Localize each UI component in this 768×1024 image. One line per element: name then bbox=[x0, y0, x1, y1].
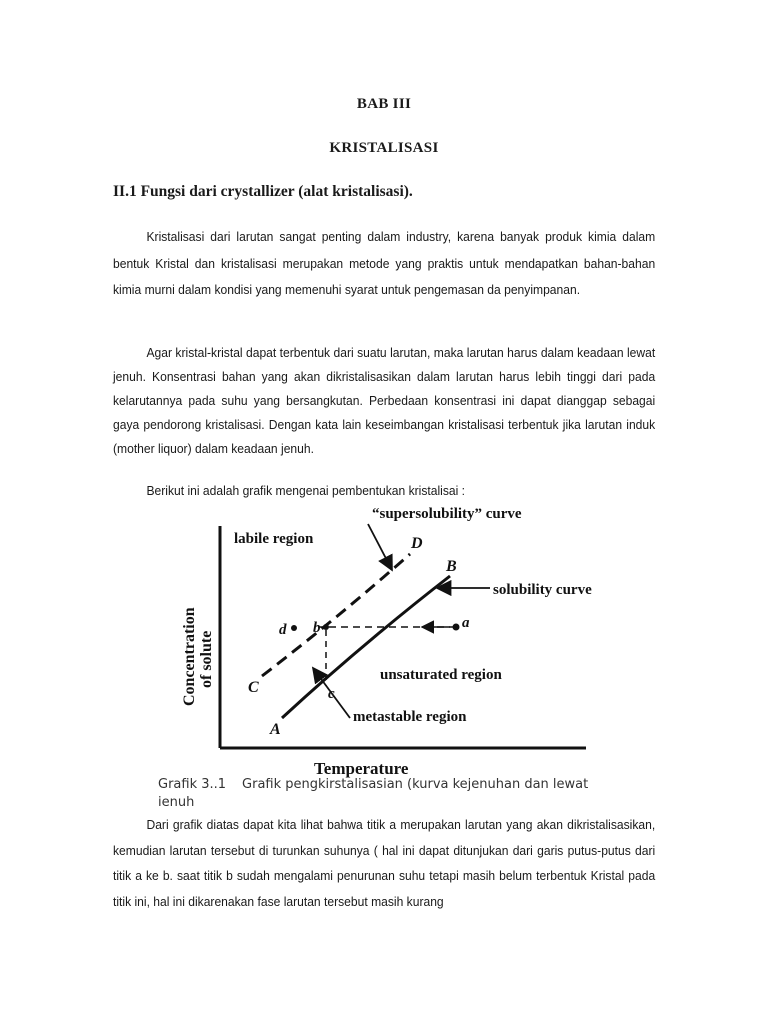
supersolubility-label: “supersolubility” curve bbox=[372, 506, 522, 522]
point-label-a: a bbox=[462, 615, 470, 631]
solubility-curve bbox=[282, 576, 450, 718]
supersolubility-curve bbox=[262, 554, 410, 676]
caption-text: Grafik pengkirstalisasian (kurva kejenuhan dan lewat ienuh bbox=[158, 777, 589, 810]
metastable-label: metastable region bbox=[353, 709, 467, 725]
solubility-label: solubility curve bbox=[493, 582, 592, 598]
point-label-d: d bbox=[279, 622, 287, 638]
point-label-A: A bbox=[270, 721, 281, 738]
caption-number: Grafik 3..1 bbox=[158, 777, 227, 792]
point-label-B: B bbox=[446, 558, 457, 575]
paragraph-2: Agar kristal-kristal dapat terbentuk dari suatu larutan, maka larutan harus dalam keadaan lewat jenuh. Konsentrasi bahan yang akan dikristalisasikan dalam larutan harus lebih tinggi dari pada kelarutannya pada suhu yang bersangkutan. Perbedaan konsentrasi ini dapat dianggap sebagai gaya pendorong kristalisasi. Dengan kata lain keseimbangan kristalisasi terbentuk jika larutan induk (mother liquor) dalam keadaan jenuh. bbox=[113, 345, 656, 456]
point-label-C: C bbox=[248, 679, 259, 696]
paragraph-3: Berikut ini adalah grafik mengenai pembentukan kristalisai : bbox=[146, 483, 466, 498]
paragraph-1: Kristalisasi dari larutan sangat penting dalam industry, karena banyak produk kimia dalam bentuk Kristal dan kristalisasi merupakan metode yang praktis untuk mendapatkan bahan-bahan kimia murni dalam kondisi yang memenuhi syarat untuk pengemasan da penyimpanan. bbox=[113, 229, 656, 297]
diagram-svg bbox=[150, 496, 610, 778]
point-label-c: c bbox=[328, 686, 335, 702]
point-b bbox=[323, 624, 329, 630]
chapter-label: BAB III bbox=[356, 96, 412, 112]
figure-caption bbox=[158, 776, 598, 812]
labile-label: labile region bbox=[234, 531, 314, 547]
paragraph-4: Dari grafik diatas dapat kita lihat bahwa titik a merupakan larutan yang akan dikristalisasikan, kemudian larutan tersebut di turunkan suhunya ( hal ini dapat ditunjukan dari garis putus-putus dari titik a ke b. saat titik b sudah mengalami penurunan suhu tetapi masih belum terbentuk Kristal pada titik ini, hal ini dikarenakan fase larutan tersebut masih kurang bbox=[113, 817, 656, 909]
y-axis-label-line1: Concentration bbox=[181, 607, 198, 706]
section-heading: II.1 Fungsi dari crystallizer (alat kristalisasi). bbox=[113, 183, 413, 200]
unsaturated-label: unsaturated region bbox=[380, 667, 502, 683]
x-axis-label: Temperature bbox=[314, 759, 409, 778]
supersolubility-pointer bbox=[368, 524, 392, 570]
chapter-title: KRISTALISASI bbox=[329, 140, 439, 156]
crystallization-diagram bbox=[150, 496, 610, 778]
y-axis-label-line2: of solute bbox=[198, 630, 215, 688]
point-a bbox=[453, 624, 460, 631]
point-label-b: b bbox=[313, 620, 321, 636]
point-label-D: D bbox=[411, 535, 423, 552]
point-d bbox=[291, 625, 297, 631]
